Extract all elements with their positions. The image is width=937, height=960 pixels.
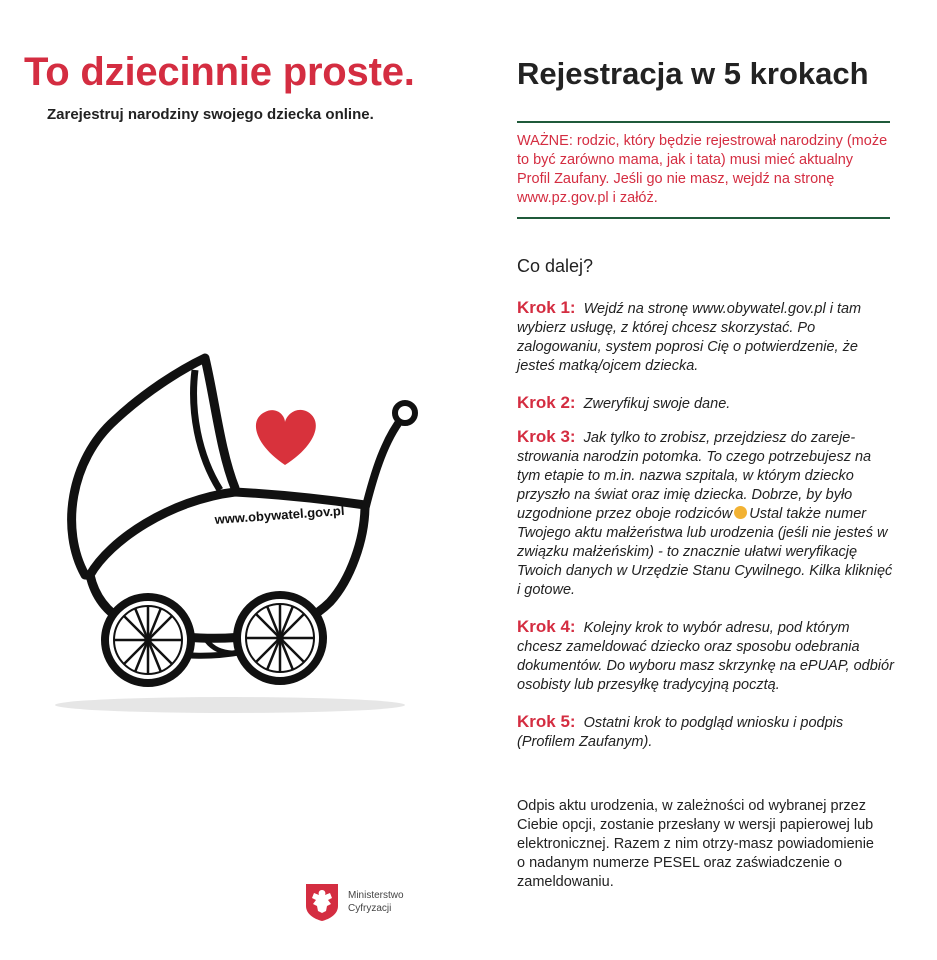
page-subtitle: Zarejestruj narodziny swojego dziecka online. (47, 106, 374, 123)
stroller-illustration (30, 340, 460, 730)
steps-list (517, 298, 895, 769)
step-5 (517, 712, 895, 752)
stroller-url-text: www.obywatel.gov.pl (214, 502, 345, 527)
step-text: Jak tylko to zrobisz, przejdziesz do zareje-strowania narodzin potomka. To czego potrzebujesz na tym etapie to m.in. nazwa szpitala, w którym dziecko przyszło na świat oraz imię dziecka. Dobrze, by było uzgodnione przez oboje rodziców (517, 430, 872, 522)
section-title: Rejestracja w 5 krokach (517, 56, 869, 91)
stroller-handle (365, 418, 402, 510)
step-label: Krok 1: (517, 298, 576, 317)
step-text-continued: Ustal także numer Twojego aktu małżeństwa lub urodzenia (jeśli nie jesteś w związku małżeńskim) - to znacznie ułatwi weryfikację Twoich danych w Urzędzie Stanu Cywilnego. Kilka kliknięć i gotowe. (517, 506, 893, 598)
step-4 (517, 617, 895, 695)
step-label: Krok 5: (517, 712, 576, 731)
important-notice: WAŻNE: rodzic, który będzie rejestrował narodziny (może to być zarówno mama, jak i tata) musi mieć aktualny Profil Zaufany. Jeśli go nie masz, wejdź na stronę www.pz.gov.pl i załóż. (517, 121, 890, 219)
ministry-logo (304, 882, 404, 922)
step-text: Zweryfikuj swoje dane. (583, 396, 731, 412)
wink-emoji-icon (734, 506, 747, 519)
ministry-name: Ministerstwo Cyfryzacji (348, 890, 404, 914)
step-label: Krok 2: (517, 393, 576, 412)
page-title: To dziecinnie proste. (24, 50, 415, 94)
step-3 (517, 427, 895, 600)
wheel-left (105, 597, 191, 683)
step-label: Krok 3: (517, 427, 576, 446)
step-label: Krok 4: (517, 617, 576, 636)
step-text: Ostatni krok to podgląd wniosku i podpis (Profilem Zaufanym). (517, 715, 844, 750)
closing-paragraph: Odpis aktu urodzenia, w zależności od wybranej przez Ciebie opcji, zostanie przesłany w wersji papierowej lub elektronicznej. Razem z nim otrzy-masz powiadomienie o nadanym numerze PESEL oraz zaświadczenie o zameldowaniu. (517, 798, 874, 890)
step-text: Kolejny krok to wybór adresu, pod którym chcesz zameldować dziecko oraz sposobu odebrania dokumentów. Do wyboru masz skrzynkę na ePUAP, odbiór osobisty lub przesyłkę tradycyjną pocztą. (517, 620, 894, 693)
step-1 (517, 298, 895, 376)
step-text: Wejdź na stronę www.obywatel.gov.pl i tam wybierz usługę, z której chcesz skorzystać. Po zalogowaniu, system poprosi Cię o potwierdzenie, że jesteś matką/ojcem dziecka. (517, 301, 862, 374)
wheel-right (237, 595, 323, 681)
handle-knob (395, 403, 415, 423)
next-heading: Co dalej? (517, 256, 594, 276)
polish-eagle-emblem-icon (304, 882, 340, 922)
ground-shadow (55, 697, 405, 713)
heart-icon (256, 410, 316, 465)
step-2 (517, 393, 895, 414)
